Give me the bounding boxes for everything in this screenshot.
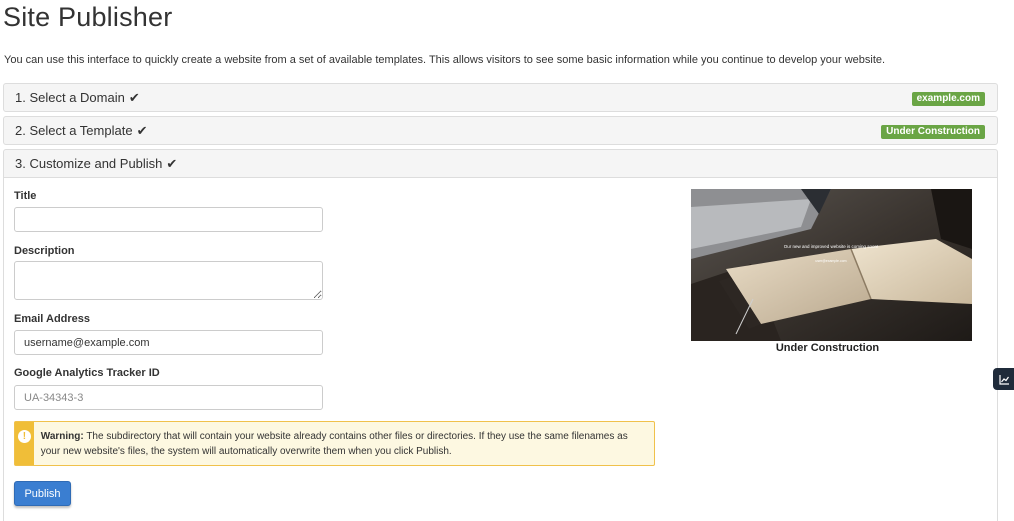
description-label: Description (14, 245, 75, 257)
step-customize-publish[interactable] (3, 149, 998, 178)
step-label: 2. Select a Template (15, 123, 133, 138)
line-chart-icon (999, 374, 1010, 385)
preview-email: user@example.com (815, 259, 847, 263)
domain-badge: example.com (912, 92, 985, 106)
preview-caption: Under Construction (775, 342, 880, 354)
warning-heading: Warning: (40, 431, 84, 442)
tracker-input[interactable] (14, 385, 323, 410)
preview-headline: Our new and improved website is coming soon! (783, 244, 879, 249)
exclamation-icon: ! (18, 430, 31, 443)
warning-message (34, 422, 654, 465)
step-select-domain[interactable] (3, 83, 998, 112)
checkmark-icon: ✔ (136, 122, 148, 138)
title-label: Title (14, 190, 37, 202)
page-title: Site Publisher (3, 2, 173, 32)
step-label: 3. Customize and Publish (15, 156, 163, 171)
notebook-laptop-photo (691, 189, 972, 341)
title-input[interactable] (14, 207, 323, 232)
warning-alert (14, 421, 655, 466)
template-badge: Under Construction (881, 125, 985, 139)
warning-body: The subdirectory that will contain your website already contains other files or directories. If they use the same filenames as your new website's files, the system will automatically overwrite them when you click Publish. (40, 431, 628, 457)
stats-tab[interactable] (993, 368, 1014, 390)
checkmark-icon: ✔ (166, 155, 178, 171)
step-select-template[interactable] (3, 116, 998, 145)
step-label: 1. Select a Domain (15, 90, 125, 105)
warning-stripe (15, 422, 34, 465)
page-intro: You can use this interface to quickly create a website from a set of available templates. This allows visitors to see some basic information while you continue to develop your website. (4, 54, 886, 66)
description-input[interactable] (14, 261, 323, 300)
email-input[interactable] (14, 330, 323, 355)
tracker-label: Google Analytics Tracker ID (14, 367, 160, 379)
email-label: Email Address (14, 313, 91, 325)
checkmark-icon: ✔ (128, 89, 140, 105)
template-preview-image (691, 189, 972, 341)
publish-button[interactable]: Publish (14, 481, 71, 506)
